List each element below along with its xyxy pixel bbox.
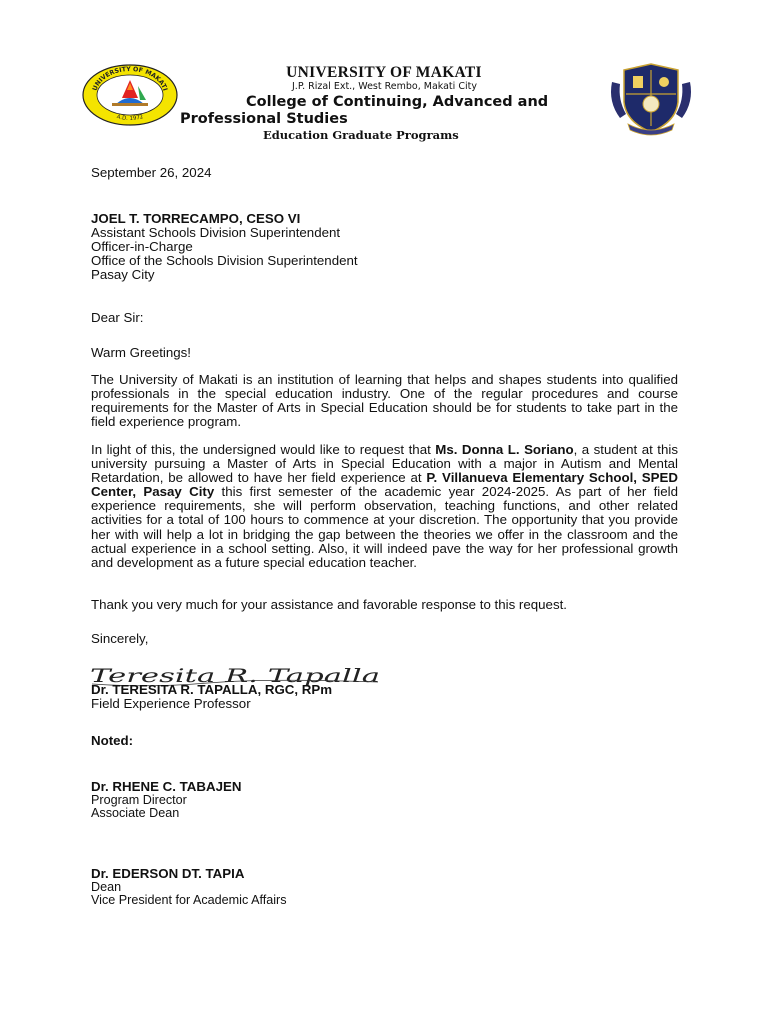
university-name: UNIVERSITY OF MAKATI [286,64,482,81]
closing: Sincerely, [91,631,149,646]
noted-2-title-1: Dean [91,880,122,894]
noted-1-title-2: Associate Dean [91,806,180,820]
noted-label: Noted: [91,733,134,748]
college-name-line-2: Professional Studies [180,111,348,127]
recipient-designation: Officer-in-Charge [91,239,193,254]
svg-text:Teresita R. Tapalla: Teresita R. Tapalla [90,665,380,687]
recipient-city: Pasay City [91,267,155,282]
program-name: Education Graduate Programs [263,128,459,142]
noted-1-title-1: Program Director [91,793,187,807]
signatory-title: Field Experience Professor [91,696,251,711]
signatory-name: Dr. TERESITA R. TAPALLA, RGC, RPm [91,682,333,697]
svg-text:UNIVERSITY OF MAKATI: UNIVERSITY OF MAKATI [91,65,169,92]
body-paragraph-3: Thank you very much for your assistance and favorable response to this request. [91,597,567,612]
body-paragraph-1: The University of Makati is an institution of learning that helps and shapes students into qualified professionals in the special education industry. One of the regular procedures and course requirements for the Master of Arts in Special Education should be for students to take part in the field experience program. [91,372,678,430]
noted-2-title-2: Vice President for Academic Affairs [91,893,287,907]
paragraph-2-rest: this first semester of the academic year 2024-2025. As part of her field experience requirements, she will perform observation, teaching functions, and other related activities for a total of 100 hours to commence at your discretion. The opportunity that you provide her with will help a lot in bridging the gap between the theories we offer in the classroom and the actual experience in a school setting. Also, it will indeed pave the way for her professional growth and development as a future special education teacher. [91,484,678,570]
svg-text:A.D. 1972: A.D. 1972 [115,114,145,123]
college-crest-logo [606,62,696,138]
recipient-position: Assistant Schools Division Superintendent [91,225,341,240]
greeting: Warm Greetings! [91,345,191,360]
recipient-office: Office of the Schools Division Superintendent [91,253,358,268]
letter-date: September 26, 2024 [91,165,212,180]
body-paragraph-2 [91,443,678,570]
salutation: Dear Sir: [91,310,144,325]
university-address: J.P. Rizal Ext., West Rembo, Makati City [292,81,477,92]
school-name: P. Villanueva Elementary School, SPED Center, Pasay City [91,470,678,500]
recipient-name: JOEL T. TORRECAMPO, CESO VI [91,211,301,226]
noted-1-name: Dr. RHENE C. TABAJEN [91,779,242,794]
noted-2-name: Dr. EDERSON DT. TAPIA [91,866,245,881]
paragraph-2-intro: In light of this, the undersigned would like to request that [91,442,436,457]
student-name: Ms. Donna L. Soriano [435,442,574,457]
paragraph-2-middle: , a student at this university pursuing a Master of Arts in Special Education with a major in Autism and Mental Retardation, be allowed to have her field experience at [91,442,678,486]
college-name-line-1: College of Continuing, Advanced and [246,94,549,110]
